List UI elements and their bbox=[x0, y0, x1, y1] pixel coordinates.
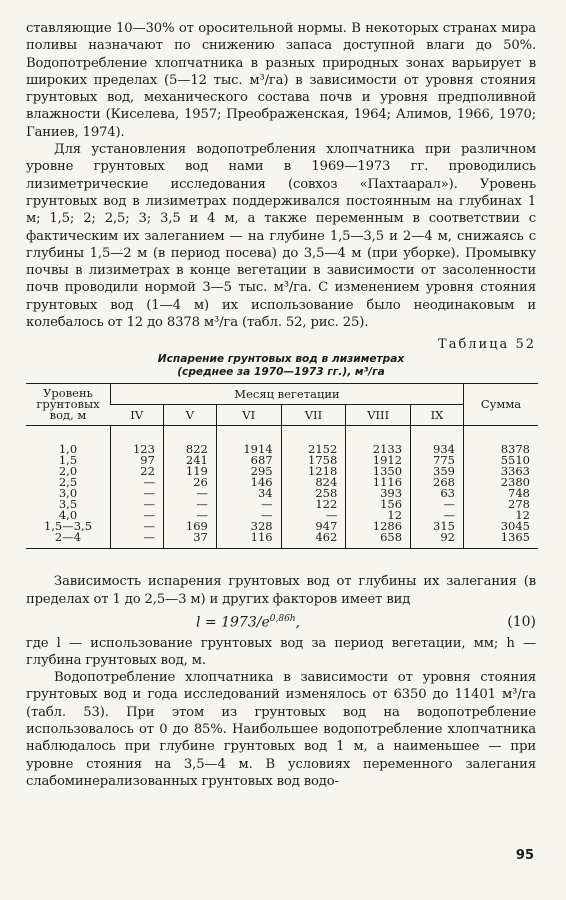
row-month-cell: 1758 bbox=[281, 455, 346, 466]
paragraph-1: ставляющие 10—30% от оросительной нормы. В некоторых странах мира поливы назначают по снижению запаса доступной влаги до 50%. Водопотребление хлопчатника в разных природных зонах варьирует в широких пределах (5—12 тыс. м³/га) в зависимости от уровня стояния грунтовых вод, механического состава почв и уровня предполивной влажности (Киселева, 1957; Преображенская, 1964; Алимов, 1966, 1970; Ганиев, 1974). bbox=[26, 21, 536, 140]
month-header: VIII bbox=[346, 405, 411, 426]
row-month-cell: — bbox=[216, 499, 281, 510]
row-month-cell: 22 bbox=[111, 466, 164, 477]
table-row bbox=[26, 477, 538, 488]
row-month-cell: 34 bbox=[216, 488, 281, 499]
row-month-cell: 947 bbox=[281, 521, 346, 532]
table-row bbox=[26, 466, 538, 477]
row-level-cell: 1,5—3,5 bbox=[43, 519, 93, 534]
row-sum-cell: 5510 bbox=[464, 455, 539, 466]
formula-expression bbox=[196, 614, 300, 631]
row-month-cell: — bbox=[281, 510, 346, 521]
formula-tail: , bbox=[295, 614, 301, 631]
row-month-cell: 116 bbox=[216, 532, 281, 549]
table-title bbox=[26, 353, 536, 379]
table-row bbox=[26, 455, 538, 466]
row-month-cell: 97 bbox=[111, 455, 164, 466]
month-header: VI bbox=[216, 405, 281, 426]
header-sum: Сумма bbox=[464, 384, 539, 426]
header-months: Месяц вегетации bbox=[111, 384, 464, 405]
row-level-cell: 3,5 bbox=[58, 497, 78, 512]
row-month-cell: 92 bbox=[411, 532, 464, 549]
table-row bbox=[26, 426, 538, 456]
row-month-cell: 1912 bbox=[346, 455, 411, 466]
row-month-cell: — bbox=[111, 521, 164, 532]
row-month-cell: 2133 bbox=[346, 426, 411, 456]
row-month-cell: 295 bbox=[216, 466, 281, 477]
row-level-cell: 4,0 bbox=[58, 508, 78, 523]
row-month-cell: 934 bbox=[411, 426, 464, 456]
row-month-cell: 359 bbox=[411, 466, 464, 477]
row-month-cell: — bbox=[111, 499, 164, 510]
formula-number: (10) bbox=[507, 614, 536, 631]
row-month-cell: 63 bbox=[411, 488, 464, 499]
row-month-cell: 824 bbox=[281, 477, 346, 488]
row-month-cell: 315 bbox=[411, 521, 464, 532]
row-month-cell: 1286 bbox=[346, 521, 411, 532]
row-sum-cell: 3363 bbox=[464, 466, 539, 477]
row-level-cell: 1,5 bbox=[58, 453, 78, 468]
row-month-cell: 2152 bbox=[281, 426, 346, 456]
row-month-cell: 687 bbox=[216, 455, 281, 466]
formula-exponent: 0,86h bbox=[269, 613, 296, 624]
table-row bbox=[26, 521, 538, 532]
row-month-cell: 241 bbox=[163, 455, 216, 466]
month-header: IX bbox=[411, 405, 464, 426]
row-month-cell: 1116 bbox=[346, 477, 411, 488]
row-month-cell: 1218 bbox=[281, 466, 346, 477]
row-month-cell: — bbox=[163, 488, 216, 499]
row-month-cell: 462 bbox=[281, 532, 346, 549]
row-month-cell: 119 bbox=[163, 466, 216, 477]
paragraph-2: Для установления водопотребления хлопчатника при различном уровне грунтовых вод нами в 1969—1973 гг. проводились лизиметрические исследования (совхоз «Пахтаарал»). Уровень грунтовых вод в лизиметрах поддерживался постоянным на глубинах 1 м; 1,5; 2; 2,5; 3; 3,5 и 4 м, а также переменным в соответствии с фактическим их залеганием — на глубине 1,5—3,5 и 2—4 м, снижаясь с глубины 1,5—2 м (в период посева) до 3,5—4 м (при уборке). Промывку почвы в лизиметрах в конце вегетации в зависимости от засоленности почв проводили нормой 3—5 тыс. м³/га. С изменением уровня стояния грунтовых вод (1—4 м) их использование было неодинаковым и колебалось от 12 до 8378 м³/га (табл. 52, рис. 25). bbox=[26, 142, 536, 331]
table-row bbox=[26, 499, 538, 510]
row-month-cell: 258 bbox=[281, 488, 346, 499]
row-sum-cell: 1365 bbox=[464, 532, 539, 549]
row-month-cell: — bbox=[111, 477, 164, 488]
row-month-cell: 37 bbox=[163, 532, 216, 549]
row-level-cell: 2—4 bbox=[26, 532, 111, 549]
row-month-cell: — bbox=[111, 488, 164, 499]
table-title-line-2: (среднее за 1970—1973 гг.), м³/га bbox=[177, 366, 385, 379]
paragraph-4: где l — использование грунтовых вод за период вегетации, мм; h — глубина грунтовых вод, м. bbox=[26, 635, 536, 668]
table-number: Таблица 52 bbox=[438, 337, 536, 353]
row-month-cell: 1914 bbox=[216, 426, 281, 456]
month-header: VII bbox=[281, 405, 346, 426]
paragraph-5: Водопотребление хлопчатника в зависимости от уровня стояния грунтовых вод и года исследований изменялось от 6350 до 11401 м³/га (табл. 53). При этом из грунтовых вод на водопотребление использовалось от 0 до 85%. Наибольшее водопотребление хлопчатника наблюдалось при глубине грунтовых вод 1 м, а наименьшее — при уровне стояния на 3,5—4 м. В условиях переменного залегания слабоминерализованных грунтовых вод водо- bbox=[26, 670, 536, 789]
row-month-cell: 26 bbox=[163, 477, 216, 488]
row-month-cell: — bbox=[163, 510, 216, 521]
header-level: Уровень грунтовых вод, м bbox=[26, 384, 111, 426]
row-sum-cell: 278 bbox=[464, 499, 539, 510]
page-number: 95 bbox=[515, 848, 534, 863]
row-month-cell: 775 bbox=[411, 455, 464, 466]
groundwater-evaporation-table bbox=[26, 383, 538, 549]
row-sum-cell: 2380 bbox=[464, 477, 539, 488]
row-month-cell: 328 bbox=[216, 521, 281, 532]
formula-lhs: l = 1973/e bbox=[196, 614, 270, 631]
row-sum-cell: 12 bbox=[464, 510, 539, 521]
row-level-cell: 1,0 bbox=[58, 442, 78, 457]
table-row bbox=[26, 510, 538, 521]
row-level-cell: 3,0 bbox=[58, 486, 78, 501]
row-month-cell: — bbox=[111, 532, 164, 549]
formula bbox=[26, 614, 536, 631]
row-month-cell: 169 bbox=[163, 521, 216, 532]
row-month-cell: 1350 bbox=[346, 466, 411, 477]
row-month-cell: 146 bbox=[216, 477, 281, 488]
table-row bbox=[26, 488, 538, 499]
month-header: V bbox=[163, 405, 216, 426]
row-month-cell: — bbox=[216, 510, 281, 521]
row-sum-cell: 748 bbox=[464, 488, 539, 499]
table-title-line-1: Испарение грунтовых вод в лизиметрах bbox=[157, 353, 405, 366]
row-month-cell: 822 bbox=[163, 426, 216, 456]
row-sum-cell: 3045 bbox=[464, 521, 539, 532]
row-month-cell: 122 bbox=[281, 499, 346, 510]
book-page bbox=[26, 20, 536, 790]
row-month-cell: 156 bbox=[346, 499, 411, 510]
row-month-cell: — bbox=[163, 499, 216, 510]
row-month-cell: — bbox=[411, 510, 464, 521]
row-sum-cell: 8378 bbox=[464, 426, 539, 456]
paragraph-3: Зависимость испарения грунтовых вод от глубины их залегания (в пределах от 1 до 2,5—3 м) и других факторов имеет вид bbox=[26, 574, 536, 607]
row-month-cell: 123 bbox=[111, 426, 164, 456]
row-month-cell: 658 bbox=[346, 532, 411, 549]
table-row bbox=[26, 532, 538, 549]
row-month-cell: 393 bbox=[346, 488, 411, 499]
row-month-cell: — bbox=[411, 499, 464, 510]
row-level-cell: 2,5 bbox=[58, 475, 78, 490]
row-level-cell: 2,0 bbox=[58, 464, 78, 479]
row-month-cell: 268 bbox=[411, 477, 464, 488]
row-month-cell: 12 bbox=[346, 510, 411, 521]
month-header: IV bbox=[111, 405, 164, 426]
row-month-cell: — bbox=[111, 510, 164, 521]
